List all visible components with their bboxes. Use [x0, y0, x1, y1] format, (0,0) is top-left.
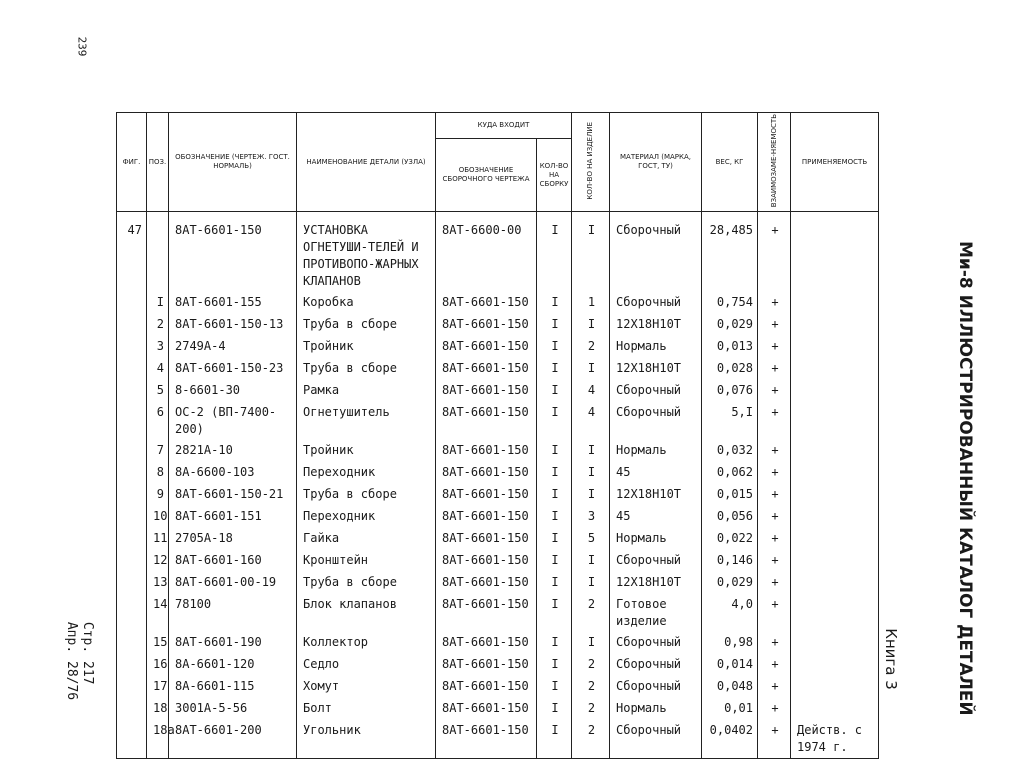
cell-material: 12Х18Н10Т: [610, 572, 702, 594]
cell-applicability: [791, 676, 879, 698]
table-body: [117, 212, 879, 759]
cell-designation: 8АТ-6601-150-13: [169, 314, 297, 336]
header-qty-item: КОЛ-ВО НА ИЗДЕЛИЕ: [572, 113, 610, 212]
cell-interchangeable: +: [758, 462, 791, 484]
cell-qty-item: I: [572, 314, 610, 336]
cell-name: Труба в сборе: [297, 484, 436, 506]
cell-interchangeable: +: [758, 292, 791, 314]
header-fig: ФИГ.: [117, 113, 147, 212]
table-row: [117, 292, 879, 314]
cell-designation: 2749А-4: [169, 336, 297, 358]
cell-pos: 3: [147, 336, 169, 358]
cell-fig: [117, 484, 147, 506]
table-row: [117, 632, 879, 654]
table-row: [117, 676, 879, 698]
cell-applicability: [791, 572, 879, 594]
cell-weight: 0,015: [702, 484, 758, 506]
cell-fig: [117, 594, 147, 632]
cell-designation: 8А-6601-115: [169, 676, 297, 698]
table-row: [117, 358, 879, 380]
cell-fig: [117, 632, 147, 654]
cell-material: Сборочный: [610, 550, 702, 572]
parts-catalog-table: [116, 112, 879, 759]
cell-material: 12Х18Н10Т: [610, 484, 702, 506]
cell-assembly: 8АТ-6601-150: [436, 506, 537, 528]
cell-name: Коробка: [297, 292, 436, 314]
cell-interchangeable: +: [758, 632, 791, 654]
cell-pos: 10: [147, 506, 169, 528]
cell-weight: 28,485: [702, 212, 758, 293]
header-weight: ВЕС, КГ: [702, 113, 758, 212]
cell-designation: 3001А-5-56: [169, 698, 297, 720]
page-ref-line-2: Апр. 28/76: [64, 621, 80, 701]
cell-weight: 0,048: [702, 676, 758, 698]
cell-pos: 9: [147, 484, 169, 506]
cell-qty-assembly: I: [537, 632, 572, 654]
cell-weight: 0,056: [702, 506, 758, 528]
cell-assembly: 8АТ-6601-150: [436, 654, 537, 676]
cell-weight: 0,062: [702, 462, 758, 484]
cell-applicability: Действ. с 1974 г.: [791, 720, 879, 759]
cell-applicability: [791, 380, 879, 402]
cell-pos: 5: [147, 380, 169, 402]
cell-assembly: 8АТ-6601-150: [436, 402, 537, 440]
cell-qty-item: 3: [572, 506, 610, 528]
cell-qty-assembly: I: [537, 484, 572, 506]
cell-material: Сборочный: [610, 380, 702, 402]
cell-qty-item: I: [572, 550, 610, 572]
cell-pos: 6: [147, 402, 169, 440]
cell-designation: 8АТ-6601-00-19: [169, 572, 297, 594]
header-where-used: КУДА ВХОДИТ: [436, 113, 572, 139]
cell-assembly: 8АТ-6601-150: [436, 292, 537, 314]
cell-applicability: [791, 358, 879, 380]
cell-material: Сборочный: [610, 720, 702, 759]
cell-weight: 0,98: [702, 632, 758, 654]
cell-fig: [117, 654, 147, 676]
cell-pos: 18а: [147, 720, 169, 759]
cell-name: Переходник: [297, 506, 436, 528]
cell-applicability: [791, 484, 879, 506]
cell-qty-assembly: I: [537, 462, 572, 484]
cell-designation: 8-6601-30: [169, 380, 297, 402]
cell-qty-item: I: [572, 632, 610, 654]
cell-material: 12Х18Н10Т: [610, 314, 702, 336]
cell-material: Сборочный: [610, 676, 702, 698]
header-pos: ПОЗ.: [147, 113, 169, 212]
cell-name: Кронштейн: [297, 550, 436, 572]
cell-interchangeable: +: [758, 358, 791, 380]
cell-applicability: [791, 212, 879, 293]
header-qty-assembly: КОЛ-ВО НА СБОРКУ: [537, 139, 572, 212]
header-interchangeability: ВЗАИМОЗАМЕ-НЯЕМОСТЬ: [758, 113, 791, 212]
cell-qty-assembly: I: [537, 336, 572, 358]
cell-qty-item: I: [572, 572, 610, 594]
cell-qty-item: I: [572, 440, 610, 462]
cell-pos: 13: [147, 572, 169, 594]
cell-assembly: 8АТ-6601-150: [436, 632, 537, 654]
cell-assembly: 8АТ-6601-150: [436, 440, 537, 462]
cell-designation: 8А-6601-120: [169, 654, 297, 676]
cell-qty-item: 4: [572, 380, 610, 402]
cell-applicability: [791, 654, 879, 676]
cell-name: УСТАНОВКА ОГНЕТУШИ-ТЕЛЕЙ И ПРОТИВОПО-ЖАРНЫХ КЛАПАНОВ: [297, 212, 436, 293]
cell-qty-item: I: [572, 484, 610, 506]
cell-material: Нормаль: [610, 698, 702, 720]
cell-pos: 12: [147, 550, 169, 572]
cell-qty-assembly: I: [537, 550, 572, 572]
cell-interchangeable: +: [758, 572, 791, 594]
cell-material: Сборочный: [610, 632, 702, 654]
table-row: [117, 698, 879, 720]
cell-pos: 14: [147, 594, 169, 632]
cell-applicability: [791, 462, 879, 484]
table-row: [117, 402, 879, 440]
cell-applicability: [791, 402, 879, 440]
cell-material: Нормаль: [610, 528, 702, 550]
table-row: [117, 550, 879, 572]
cell-applicability: [791, 550, 879, 572]
cell-fig: [117, 676, 147, 698]
cell-weight: 0,146: [702, 550, 758, 572]
cell-applicability: [791, 292, 879, 314]
cell-assembly: 8АТ-6601-150: [436, 550, 537, 572]
cell-assembly: 8АТ-6600-00: [436, 212, 537, 293]
cell-qty-assembly: I: [537, 698, 572, 720]
book-label: Книга 3: [881, 628, 900, 690]
table-row: [117, 720, 879, 759]
header-assembly-drawing: ОБОЗНАЧЕНИЕ СБОРОЧНОГО ЧЕРТЕЖА: [436, 139, 537, 212]
cell-assembly: 8АТ-6601-150: [436, 484, 537, 506]
cell-fig: [117, 698, 147, 720]
cell-qty-assembly: I: [537, 528, 572, 550]
cell-material: Сборочный: [610, 212, 702, 293]
cell-fig: [117, 462, 147, 484]
cell-qty-assembly: I: [537, 380, 572, 402]
table-row: [117, 484, 879, 506]
cell-designation: ОС-2 (ВП-7400-200): [169, 402, 297, 440]
cell-interchangeable: +: [758, 594, 791, 632]
page-ref-line-1: Стр. 217: [80, 621, 96, 685]
cell-qty-item: 2: [572, 720, 610, 759]
cell-pos: 16: [147, 654, 169, 676]
cell-fig: [117, 292, 147, 314]
cell-name: Тройник: [297, 440, 436, 462]
cell-fig: [117, 550, 147, 572]
cell-fig: [117, 402, 147, 440]
cell-qty-assembly: I: [537, 720, 572, 759]
cell-assembly: 8АТ-6601-150: [436, 380, 537, 402]
cell-applicability: [791, 440, 879, 462]
cell-assembly: 8АТ-6601-150: [436, 720, 537, 759]
cell-qty-assembly: I: [537, 506, 572, 528]
cell-pos: 17: [147, 676, 169, 698]
cell-name: Хомут: [297, 676, 436, 698]
cell-material: 45: [610, 462, 702, 484]
cell-qty-item: 2: [572, 654, 610, 676]
cell-name: Угольник: [297, 720, 436, 759]
cell-weight: 0,029: [702, 314, 758, 336]
cell-material: Сборочный: [610, 292, 702, 314]
cell-qty-item: I: [572, 358, 610, 380]
table-row: [117, 528, 879, 550]
cell-weight: 0,028: [702, 358, 758, 380]
cell-weight: 0,076: [702, 380, 758, 402]
cell-assembly: 8АТ-6601-150: [436, 358, 537, 380]
header-applicability: ПРИМЕНЯЕМОСТЬ: [791, 113, 879, 212]
table-row: [117, 314, 879, 336]
cell-pos: 7: [147, 440, 169, 462]
page-reference: [63, 622, 95, 700]
cell-qty-item: I: [572, 462, 610, 484]
cell-name: Болт: [297, 698, 436, 720]
cell-qty-item: 2: [572, 676, 610, 698]
table-row: [117, 506, 879, 528]
cell-qty-assembly: I: [537, 440, 572, 462]
cell-designation: 8А-6600-103: [169, 462, 297, 484]
cell-name: Тройник: [297, 336, 436, 358]
cell-qty-assembly: I: [537, 572, 572, 594]
cell-weight: 0,0402: [702, 720, 758, 759]
cell-interchangeable: +: [758, 506, 791, 528]
table-row: [117, 440, 879, 462]
cell-material: Сборочный: [610, 402, 702, 440]
cell-fig: [117, 572, 147, 594]
cell-weight: 5,I: [702, 402, 758, 440]
cell-weight: 0,032: [702, 440, 758, 462]
cell-designation: 8АТ-6601-150-21: [169, 484, 297, 506]
cell-assembly: 8АТ-6601-150: [436, 572, 537, 594]
cell-qty-item: I: [572, 212, 610, 293]
cell-assembly: 8АТ-6601-150: [436, 528, 537, 550]
cell-qty-item: 5: [572, 528, 610, 550]
cell-interchangeable: +: [758, 720, 791, 759]
header-designation: ОБОЗНАЧЕНИЕ (ЧЕРТЕЖ. ГОСТ. НОРМАЛЬ): [169, 113, 297, 212]
cell-name: Переходник: [297, 462, 436, 484]
table-row: [117, 654, 879, 676]
cell-fig: 47: [117, 212, 147, 293]
cell-qty-assembly: I: [537, 654, 572, 676]
cell-name: Блок клапанов: [297, 594, 436, 632]
cell-weight: 0,029: [702, 572, 758, 594]
cell-weight: 0,013: [702, 336, 758, 358]
cell-name: Труба в сборе: [297, 314, 436, 336]
cell-interchangeable: +: [758, 212, 791, 293]
cell-qty-assembly: I: [537, 402, 572, 440]
cell-material: 45: [610, 506, 702, 528]
cell-weight: 0,022: [702, 528, 758, 550]
cell-name: Рамка: [297, 380, 436, 402]
cell-assembly: 8АТ-6601-150: [436, 462, 537, 484]
cell-pos: [147, 212, 169, 293]
cell-qty-assembly: I: [537, 212, 572, 293]
cell-weight: 4,0: [702, 594, 758, 632]
cell-applicability: [791, 594, 879, 632]
cell-fig: [117, 358, 147, 380]
header-name: НАИМЕНОВАНИЕ ДЕТАЛИ (УЗЛА): [297, 113, 436, 212]
cell-material: Готовое изделие: [610, 594, 702, 632]
cell-applicability: [791, 336, 879, 358]
cell-fig: [117, 336, 147, 358]
cell-pos: 15: [147, 632, 169, 654]
cell-interchangeable: +: [758, 314, 791, 336]
table-row: [117, 462, 879, 484]
cell-name: Коллектор: [297, 632, 436, 654]
cell-interchangeable: +: [758, 550, 791, 572]
cell-assembly: 8АТ-6601-150: [436, 676, 537, 698]
cell-interchangeable: +: [758, 440, 791, 462]
cell-assembly: 8АТ-6601-150: [436, 594, 537, 632]
table-row: [117, 572, 879, 594]
cell-interchangeable: +: [758, 676, 791, 698]
cell-qty-assembly: I: [537, 292, 572, 314]
cell-interchangeable: +: [758, 336, 791, 358]
cell-applicability: [791, 528, 879, 550]
cell-pos: 4: [147, 358, 169, 380]
table-row: [117, 594, 879, 632]
table-row: [117, 380, 879, 402]
cell-interchangeable: +: [758, 528, 791, 550]
cell-qty-assembly: I: [537, 358, 572, 380]
cell-material: Нормаль: [610, 336, 702, 358]
cell-fig: [117, 314, 147, 336]
cell-designation: 8АТ-6601-150: [169, 212, 297, 293]
cell-weight: 0,014: [702, 654, 758, 676]
cell-pos: I: [147, 292, 169, 314]
cell-weight: 0,754: [702, 292, 758, 314]
cell-fig: [117, 506, 147, 528]
cell-qty-item: 4: [572, 402, 610, 440]
cell-assembly: 8АТ-6601-150: [436, 314, 537, 336]
cell-assembly: 8АТ-6601-150: [436, 336, 537, 358]
cell-designation: 2705А-18: [169, 528, 297, 550]
cell-applicability: [791, 632, 879, 654]
cell-assembly: 8АТ-6601-150: [436, 698, 537, 720]
cell-designation: 78100: [169, 594, 297, 632]
cell-designation: 8АТ-6601-151: [169, 506, 297, 528]
cell-designation: 8АТ-6601-190: [169, 632, 297, 654]
cell-applicability: [791, 698, 879, 720]
cell-designation: 8АТ-6601-160: [169, 550, 297, 572]
cell-weight: 0,01: [702, 698, 758, 720]
cell-qty-assembly: I: [537, 314, 572, 336]
cell-fig: [117, 380, 147, 402]
page-number: 239: [75, 36, 89, 57]
table-row: [117, 212, 879, 293]
cell-qty-assembly: I: [537, 676, 572, 698]
cell-interchangeable: +: [758, 484, 791, 506]
cell-qty-item: 2: [572, 698, 610, 720]
cell-name: Огнетушитель: [297, 402, 436, 440]
header-material: МАТЕРИАЛ (МАРКА, ГОСТ, ТУ): [610, 113, 702, 212]
table-row: [117, 336, 879, 358]
cell-qty-assembly: I: [537, 594, 572, 632]
cell-interchangeable: +: [758, 698, 791, 720]
cell-qty-item: 1: [572, 292, 610, 314]
cell-pos: 18: [147, 698, 169, 720]
cell-name: Труба в сборе: [297, 358, 436, 380]
cell-applicability: [791, 506, 879, 528]
cell-designation: 8АТ-6601-200: [169, 720, 297, 759]
cell-applicability: [791, 314, 879, 336]
cell-material: 12Х18Н10Т: [610, 358, 702, 380]
cell-material: Нормаль: [610, 440, 702, 462]
cell-name: Седло: [297, 654, 436, 676]
cell-qty-item: 2: [572, 336, 610, 358]
cell-interchangeable: +: [758, 402, 791, 440]
cell-fig: [117, 528, 147, 550]
cell-pos: 2: [147, 314, 169, 336]
cell-pos: 8: [147, 462, 169, 484]
cell-fig: [117, 440, 147, 462]
cell-name: Гайка: [297, 528, 436, 550]
document-title: Ми-8 ИЛЛЮСТРИРОВАННЫЙ КАТАЛОГ ДЕТАЛЕЙ: [955, 241, 975, 716]
cell-interchangeable: +: [758, 380, 791, 402]
cell-interchangeable: +: [758, 654, 791, 676]
cell-qty-item: 2: [572, 594, 610, 632]
cell-designation: 8АТ-6601-155: [169, 292, 297, 314]
cell-designation: 8АТ-6601-150-23: [169, 358, 297, 380]
cell-fig: [117, 720, 147, 759]
cell-name: Труба в сборе: [297, 572, 436, 594]
cell-material: Сборочный: [610, 654, 702, 676]
cell-designation: 2821А-10: [169, 440, 297, 462]
cell-pos: 11: [147, 528, 169, 550]
